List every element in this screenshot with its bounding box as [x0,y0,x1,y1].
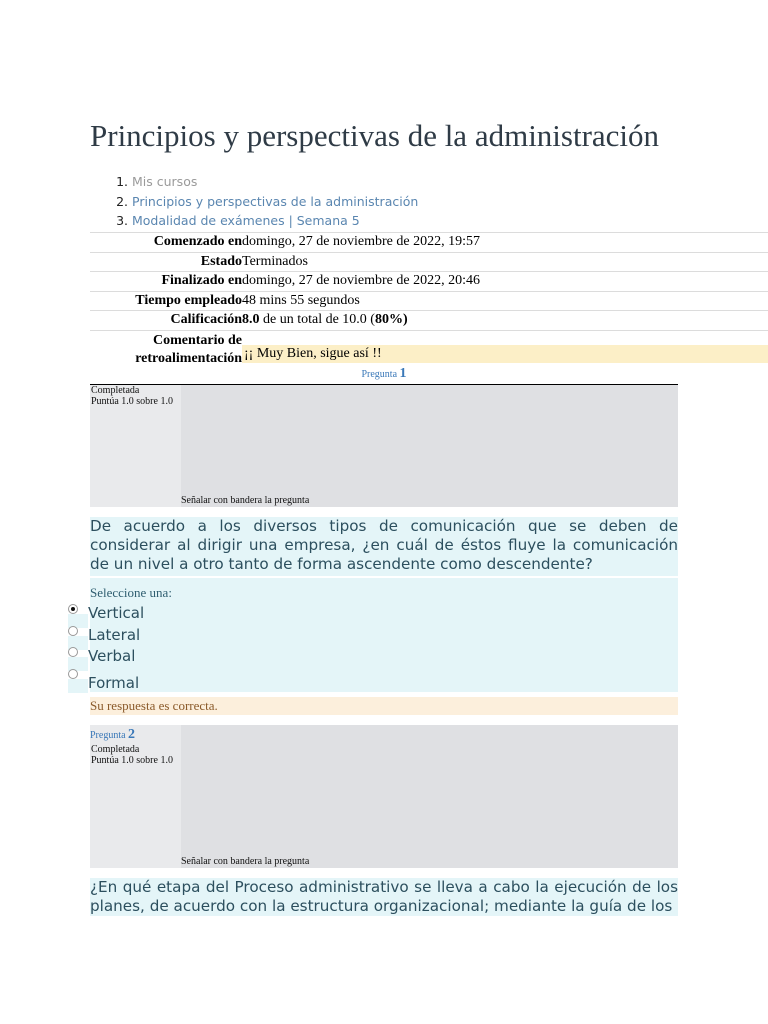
breadcrumb-item-exams[interactable] [90,211,418,231]
question-1-text: De acuerdo a los diversos tipos de comunicación que se deben de considerar al dirigir una empresa, ¿en cuál de éstos fluye la comunicación de un nivel a otro tanto de forma ascendente como descendente? [90,517,678,576]
question-number: 1 [399,366,407,381]
page-title: Principios y perspectivas de la administración [90,118,660,153]
summary-row-time [90,291,768,311]
flag-question-link[interactable]: Señalar con bandera la pregunta [181,856,310,867]
summary-row-finished [90,272,768,292]
breadcrumb [90,172,418,231]
flag-question-link[interactable]: Señalar con bandera la pregunta [181,495,310,506]
summary-label: Comenzado en [90,233,242,253]
summary-row-grade [90,311,768,331]
answer-prompt: Seleccione una: [90,585,172,600]
answer-outcome: Su respuesta es correcta. [90,697,678,715]
grade-score: 8.0 [242,312,260,328]
radio-selected-icon[interactable] [68,604,78,614]
answer-block [90,578,678,692]
question-info-text [91,744,173,766]
question-2-info-panel [90,725,678,868]
summary-row-started [90,233,768,253]
breadcrumb-link[interactable]: Modalidad de exámenes | Semana 5 [132,213,360,228]
question-info-text [91,385,173,407]
question-2-text: ¿En qué etapa del Proceso administrativo se lleva a cabo la ejecución de los planes, de acuerdo con la estructura organizacional; mediante la guía de los [90,878,678,915]
question-state: Completada [91,385,140,396]
breadcrumb-link[interactable]: Principios y perspectivas de la administración [132,193,419,209]
question-2-header [90,727,135,743]
radio-icon[interactable] [68,626,78,636]
summary-row-feedback [90,330,768,368]
summary-label: Estado [90,252,242,272]
question-prefix: Pregunta [90,730,126,741]
summary-label: Finalizado en [90,272,242,292]
summary-value [242,311,768,331]
radio-icon[interactable] [68,669,78,679]
question-prefix: Pregunta [361,369,398,380]
grade-percent-sign: %) [388,312,408,328]
summary-label: Calificación [90,311,242,331]
option-background [68,679,88,693]
attempt-summary-table [90,232,768,368]
option-label[interactable]: Lateral [88,626,141,644]
breadcrumb-item-mis-cursos[interactable] [90,172,418,192]
breadcrumb-number: 2. [116,193,128,209]
option-label[interactable]: Formal [88,674,140,692]
summary-value: domingo, 27 de noviembre de 2022, 20:46 [242,272,768,292]
question-number: 2 [128,727,136,742]
question-1-info-panel [90,385,678,507]
question-1-header [90,366,678,382]
option-label[interactable]: Verbal [88,647,136,665]
summary-row-state [90,252,768,272]
feedback-box: ¡¡ Muy Bien, sigue así !! [242,345,768,363]
breadcrumb-number: 3. [116,213,128,228]
summary-value: 48 mins 55 segundos [242,291,768,311]
radio-icon[interactable] [68,647,78,657]
summary-value [242,330,768,368]
summary-label: Comentario de retroalimentación [90,330,242,368]
grade-total: de un total de 10.0 ( [259,312,375,328]
question-points: Puntúa 1.0 sobre 1.0 [91,396,173,407]
question-points: Puntúa 1.0 sobre 1.0 [91,755,173,766]
summary-value: Terminados [242,252,768,272]
option-label[interactable]: Vertical [88,604,145,622]
breadcrumb-number: 1. [116,174,128,189]
summary-label: Tiempo empleado [90,291,242,311]
breadcrumb-link[interactable]: Mis cursos [132,174,198,189]
grade-percent: 80 [374,312,389,328]
breadcrumb-item-course[interactable] [90,192,418,212]
question-state: Completada [91,744,140,755]
summary-value: domingo, 27 de noviembre de 2022, 19:57 [242,233,768,253]
